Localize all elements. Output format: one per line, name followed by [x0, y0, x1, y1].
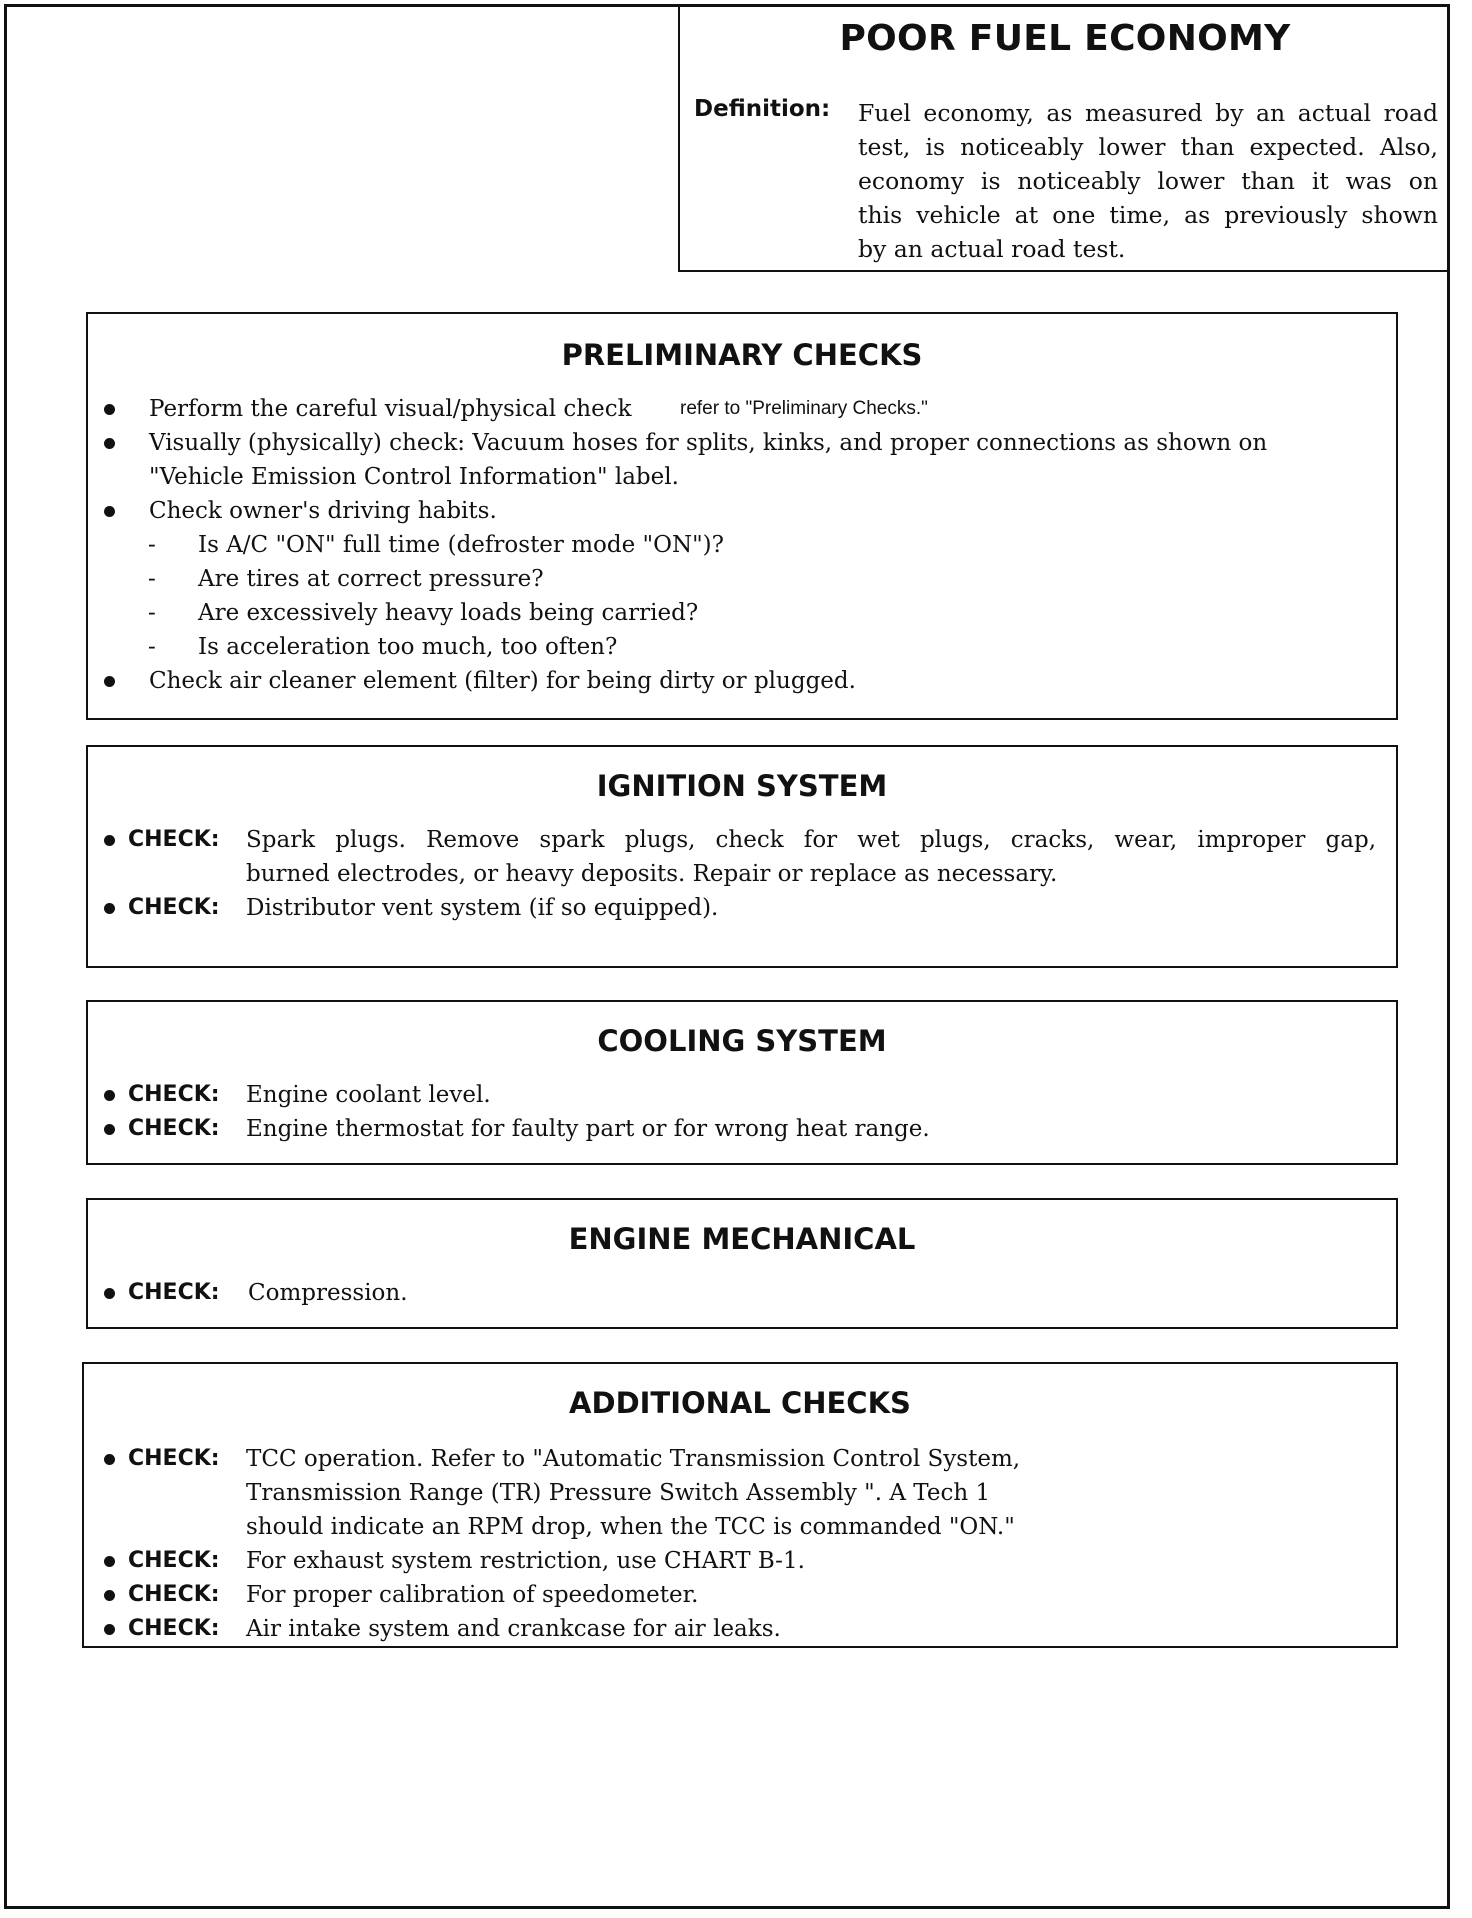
item-text: Check owner's driving habits.: [149, 498, 497, 524]
definition-label: Definition:: [694, 96, 831, 122]
item-text: burned electrodes, or heavy deposits. Repair or replace as necessary.: [246, 861, 1058, 887]
bullet-icon: [104, 1090, 115, 1101]
preliminary-checks-section: [86, 312, 1398, 720]
bullet-icon: [104, 903, 115, 914]
cooling-system-title: COOLING SYSTEM: [597, 1024, 887, 1058]
definition-line: by an actual road test.: [858, 235, 1126, 263]
item-text: Are excessively heavy loads being carried?: [198, 600, 699, 626]
bullet-icon: [104, 1288, 115, 1299]
definition-line: Fuel economy, as measured by an actual road: [858, 99, 1438, 127]
item-text: "Vehicle Emission Control Information" label.: [149, 464, 679, 490]
check-label: CHECK:: [128, 1280, 220, 1305]
item-text: Are tires at correct pressure?: [198, 566, 544, 592]
page-title: POOR FUEL ECONOMY: [839, 18, 1291, 59]
engine-mechanical-section: [86, 1198, 1398, 1329]
check-label: CHECK:: [128, 1082, 220, 1107]
bullet-icon: [104, 1454, 115, 1465]
item-text: should indicate an RPM drop, when the TCC is commanded "ON.": [246, 1514, 1015, 1540]
definition-line: test, is noticeably lower than expected. Also,: [858, 133, 1438, 161]
bullet-icon: [104, 404, 115, 415]
ignition-system-title: IGNITION SYSTEM: [596, 769, 888, 803]
item-text: Distributor vent system (if so equipped).: [246, 895, 719, 921]
bullet-icon: [104, 835, 115, 846]
check-label: CHECK:: [128, 1582, 220, 1607]
check-label: CHECK:: [128, 1548, 220, 1573]
dash-marker: -: [148, 600, 156, 626]
item-text: Perform the careful visual/physical check: [149, 396, 632, 422]
ignition-system-section: [86, 745, 1398, 968]
bullet-icon: [104, 676, 115, 687]
item-text: Engine thermostat for faulty part or for wrong heat range.: [246, 1116, 930, 1142]
preliminary-checks-title: PRELIMINARY CHECKS: [561, 338, 923, 372]
definition-line: economy is noticeably lower than it was on: [858, 167, 1438, 195]
item-text: Compression.: [248, 1280, 408, 1306]
item-text: Is A/C "ON" full time (defroster mode "ON")?: [198, 532, 724, 558]
additional-checks-title: ADDITIONAL CHECKS: [569, 1386, 911, 1420]
engine-mechanical-title: ENGINE MECHANICAL: [568, 1222, 916, 1256]
bullet-icon: [104, 438, 115, 449]
check-label: CHECK:: [128, 895, 220, 920]
bullet-icon: [104, 1590, 115, 1601]
additional-checks-section: [82, 1362, 1398, 1648]
item-text: For proper calibration of speedometer.: [246, 1582, 699, 1608]
check-label: CHECK:: [128, 1616, 220, 1641]
item-ref-text: refer to "Preliminary Checks.": [680, 398, 928, 419]
check-label: CHECK:: [128, 1446, 220, 1471]
dash-marker: -: [148, 532, 156, 558]
item-text: Visually (physically) check: Vacuum hoses for splits, kinks, and proper connections as shown on: [149, 430, 1268, 456]
dash-marker: -: [148, 566, 156, 592]
item-text: Is acceleration too much, too often?: [198, 634, 618, 660]
bullet-icon: [104, 1624, 115, 1635]
item-text: Check air cleaner element (filter) for being dirty or plugged.: [149, 668, 856, 694]
check-label: CHECK:: [128, 827, 220, 852]
dash-marker: -: [148, 634, 156, 660]
bullet-icon: [104, 1124, 115, 1135]
item-text: For exhaust system restriction, use CHART B-1.: [246, 1548, 805, 1574]
item-text: Transmission Range (TR) Pressure Switch Assembly ". A Tech 1: [246, 1480, 991, 1506]
cooling-system-section: [86, 1000, 1398, 1165]
check-label: CHECK:: [128, 1116, 220, 1141]
item-text: TCC operation. Refer to "Automatic Transmission Control System,: [246, 1446, 1021, 1472]
item-text: Spark plugs. Remove spark plugs, check for wet plugs, cracks, wear, improper gap,: [246, 827, 1376, 853]
definition-line: this vehicle at one time, as previously shown: [858, 201, 1438, 229]
title-box: [678, 4, 1450, 272]
item-text: Engine coolant level.: [246, 1082, 491, 1108]
definition-text: [858, 96, 1438, 266]
bullet-icon: [104, 1556, 115, 1567]
bullet-icon: [104, 506, 115, 517]
item-text: Air intake system and crankcase for air leaks.: [246, 1616, 781, 1642]
